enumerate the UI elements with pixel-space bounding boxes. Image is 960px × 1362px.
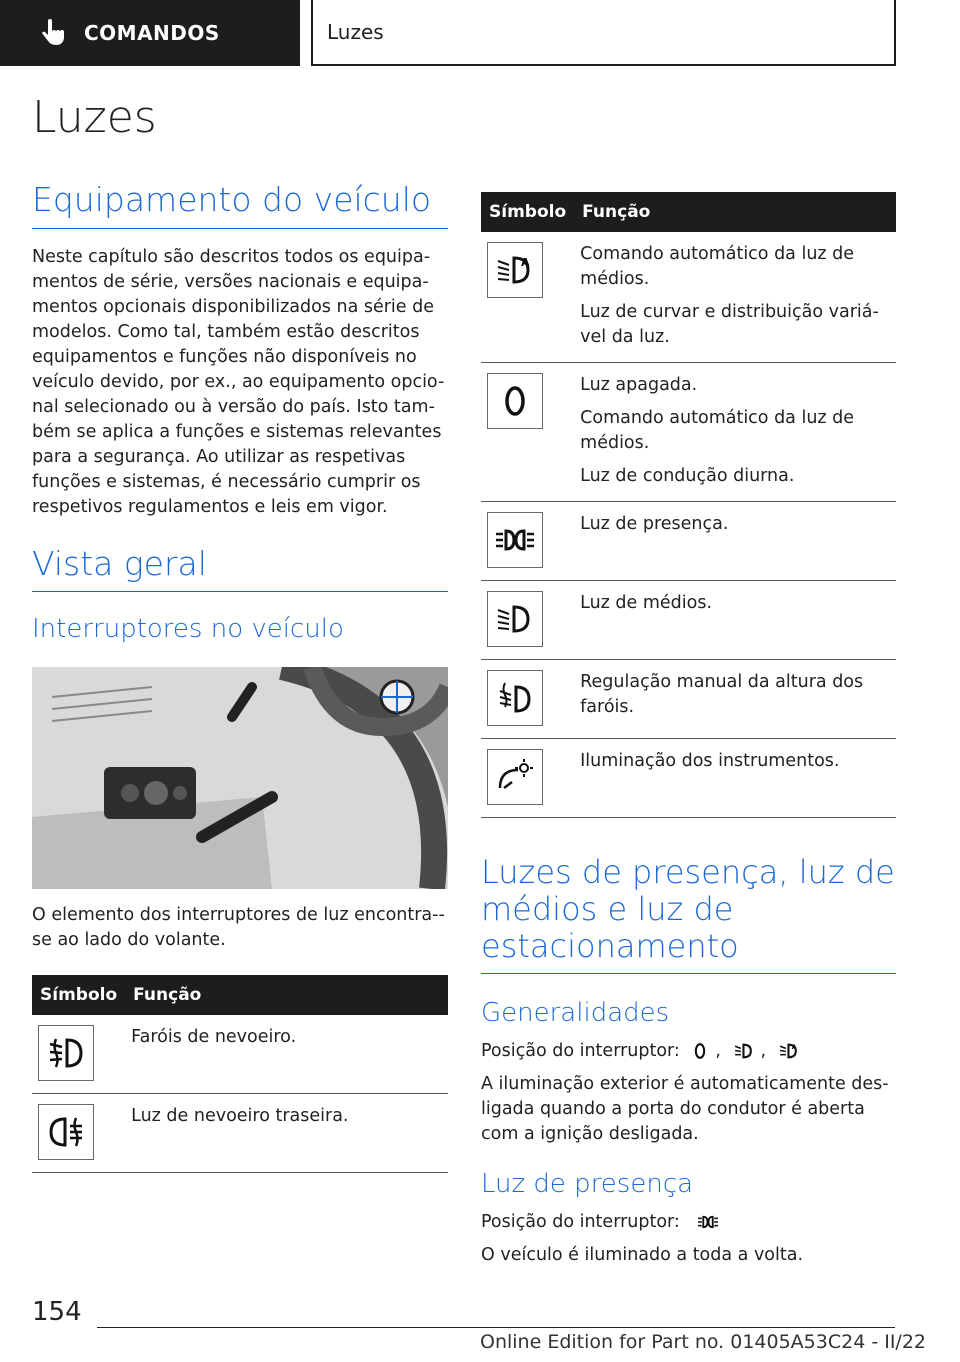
row-text: Comando automático da luz de médios.	[580, 244, 855, 289]
switches-photo	[32, 667, 448, 889]
column-function-header: Função	[574, 192, 896, 232]
row-text: Luz de condução diurna.	[580, 466, 795, 486]
row-text: Faróis de nevoeiro.	[131, 1027, 297, 1048]
row-text: Regulação manual da altura dos faróis.	[580, 672, 864, 717]
equipment-heading: Equipamento do veículo	[32, 180, 448, 229]
table-row	[481, 581, 896, 660]
auto-headlight-icon	[494, 249, 536, 291]
section-tab	[0, 0, 300, 66]
side-light-icon	[494, 519, 536, 561]
edition-note: Online Edition for Part no. 01405A53C24 - II/22	[480, 1331, 927, 1353]
switch-position-label: Posição do interruptor:	[481, 1041, 680, 1062]
headlight-range-icon	[494, 677, 536, 719]
footer-divider	[97, 1327, 895, 1328]
row-text: Luz de presença.	[580, 514, 729, 534]
column-function-header: Função	[125, 975, 448, 1015]
auto-headlight-icon	[776, 1040, 802, 1062]
switches-subheading: Interruptores no veículo	[32, 614, 344, 645]
right-symbol-table	[481, 192, 896, 818]
chapter-tab	[311, 0, 896, 66]
row-text: Iluminação dos instrumentos.	[580, 751, 840, 771]
page-number: 154	[32, 1297, 82, 1327]
row-text: Luz de médios.	[580, 593, 713, 613]
lights-heading: Luzes de presença, luz de médios e luz de estacionamento	[481, 854, 896, 974]
hand-pointer-icon	[38, 17, 70, 49]
rear-fog-light-icon	[45, 1111, 87, 1153]
column-symbol-header: Símbolo	[481, 192, 574, 232]
general-text: A iluminação exterior é automaticamente des-ligada quando a porta do condutor é aberta com a ignição desligada.	[481, 1074, 889, 1145]
column-symbol-header: Símbolo	[32, 975, 125, 1015]
table-row	[481, 232, 896, 363]
low-beam-icon	[731, 1040, 757, 1062]
lights-off-icon	[689, 1040, 711, 1062]
side-light-icon	[689, 1211, 727, 1233]
switches-caption: O elemento dos interruptores de luz encontra--se ao lado do volante.	[32, 905, 445, 951]
front-fog-light-icon	[45, 1032, 87, 1074]
right-column	[481, 192, 896, 1268]
side-switch-position	[481, 1210, 896, 1235]
low-beam-icon	[494, 598, 536, 640]
equipment-text: Neste capítulo são descritos todos os equipa-mentos de série, versões nacionais e equipa-mentos opcionais disponibilizados na série de modelos. Como tal, também estão descritos equipamentos e funções não disponíveis no veículo devido, por ex., ao equipamento opcio-nal selecionado ou à versão do país. Isto tam-bém se aplica a funções e sistemas relevantes para a segurança. Ao utilizar as respetivas funções e sistemas, é necessário cumprir os respetivos regulamentos e leis em vigor.	[32, 246, 445, 517]
general-switch-position: Posição do interruptor: , , A	[481, 1039, 896, 1064]
page-title: Luzes	[32, 92, 157, 143]
section-label: COMANDOS	[84, 21, 220, 45]
svg-text:A: A	[791, 1044, 797, 1052]
table-row	[481, 502, 896, 581]
table-row	[481, 660, 896, 739]
table-row	[481, 363, 896, 502]
left-column	[32, 180, 448, 1173]
side-light-text: O veículo é iluminado a toda a volta.	[481, 1245, 804, 1266]
steering-wheel-illustration	[32, 667, 448, 889]
switch-position-label: Posição do interruptor:	[481, 1212, 680, 1233]
side-light-heading: Luz de presença	[481, 1169, 694, 1200]
row-text: Luz apagada.	[580, 375, 698, 395]
svg-text:A: A	[521, 256, 530, 269]
row-text: Luz de nevoeiro traseira.	[131, 1106, 349, 1127]
table-row	[32, 1015, 448, 1094]
general-heading: Generalidades	[481, 998, 670, 1028]
chapter-label: Luzes	[327, 20, 384, 44]
table-row	[32, 1094, 448, 1173]
instrument-illumination-icon	[494, 756, 536, 798]
left-symbol-table	[32, 975, 448, 1173]
table-row	[481, 739, 896, 818]
lights-off-icon	[494, 380, 536, 422]
overview-heading: Vista geral	[32, 544, 448, 593]
row-text: Luz de curvar e distribuição variá-vel da luz.	[580, 302, 879, 347]
row-text: Comando automático da luz de médios.	[580, 408, 855, 453]
